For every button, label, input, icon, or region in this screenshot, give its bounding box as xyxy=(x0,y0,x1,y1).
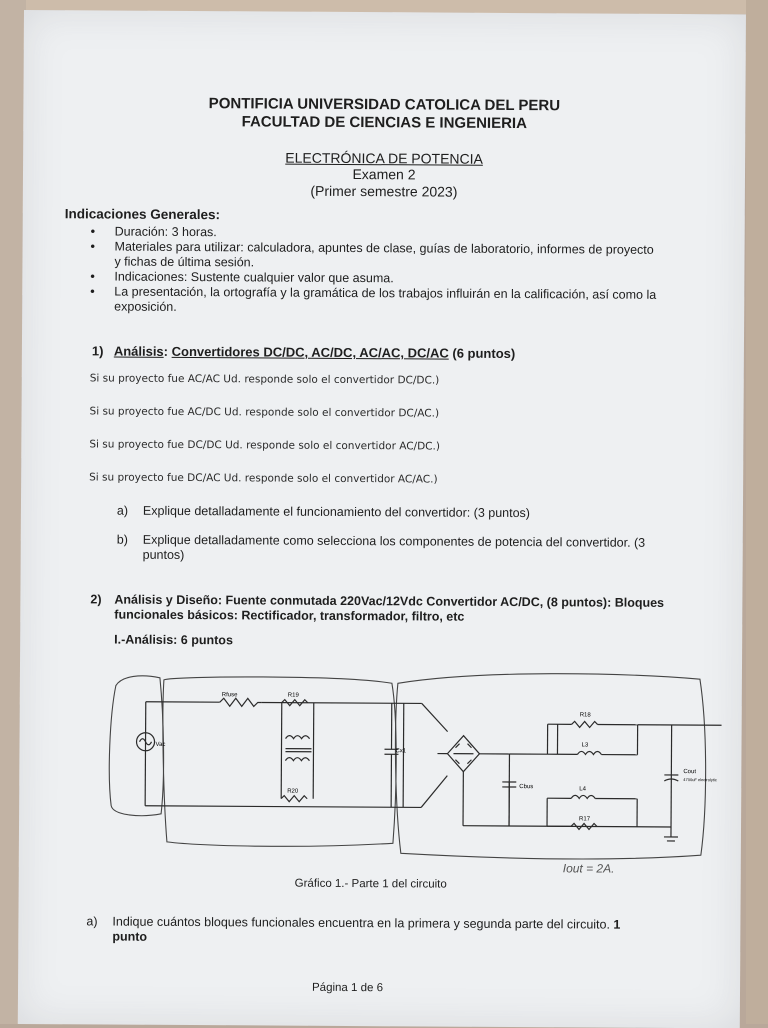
project-note: Si su proyecto fue AC/AC Ud. responde solo el convertidor DC/DC.) xyxy=(90,372,440,386)
component-label: 4700uF electrolytic xyxy=(683,777,717,782)
component-label: L3 xyxy=(581,742,588,748)
block-outline xyxy=(395,673,706,860)
question-1a-text: Explique detalladamente el funcionamiento del convertidor: (3 puntos) xyxy=(143,504,663,522)
general-heading: Indicaciones Generales: xyxy=(65,206,220,222)
question-number: 1) xyxy=(92,343,104,358)
component-label: Cx1 xyxy=(395,748,406,754)
question-2a-body: Indique cuántos bloques funcionales encuentra en la primera y segunda parte del circuito. xyxy=(112,915,610,932)
project-note: Si su proyecto fue DC/DC Ud. responde solo el convertidor AC/DC.) xyxy=(89,438,440,452)
component-label: Vac xyxy=(155,742,165,748)
exam-page xyxy=(18,10,746,1028)
item-label: a) xyxy=(117,504,128,519)
circuit-diagram xyxy=(101,655,722,879)
component-label: R19 xyxy=(288,693,300,699)
component-label: R20 xyxy=(287,789,299,795)
question-2a-text xyxy=(112,915,652,948)
list-item: • La presentación, la ortografía y la gramática de los trabajos influirán en la calificación, así como la exposición. xyxy=(88,284,662,318)
project-note: Si su proyecto fue AC/DC Ud. responde solo el convertidor DC/AC.) xyxy=(90,405,440,419)
figure-caption: Gráfico 1.- Parte 1 del circuito xyxy=(295,878,447,891)
question-1-heading xyxy=(92,343,515,361)
list-item: • Indicaciones: Sustente cualquier valor que asuma. xyxy=(88,269,662,288)
faculty-name: FACULTAD DE CIENCIAS E INGENIERIA xyxy=(23,112,745,133)
component-label: R18 xyxy=(580,712,592,718)
question-1b-text: Explique detalladamente como selecciona los componentes de potencia del convertidor. (3 puntos) xyxy=(143,533,673,566)
general-list xyxy=(88,224,663,318)
component-label: Cbus xyxy=(519,784,533,790)
question-label: Análisis xyxy=(114,344,164,359)
course-title: ELECTRÓNICA DE POTENCIA xyxy=(23,148,745,168)
component-label: Rfuse xyxy=(222,692,238,698)
page-number: Página 1 de 6 xyxy=(312,982,383,994)
component-label: Cout xyxy=(683,769,696,775)
question-colon: : xyxy=(164,344,168,359)
semester: (Primer semestre 2023) xyxy=(23,181,745,201)
exam-title: Examen 2 xyxy=(23,164,745,184)
question-number: 2) xyxy=(90,592,101,607)
bridge-rectifier xyxy=(437,736,509,772)
project-note: Si su proyecto fue DC/AC Ud. responde solo el convertidor AC/AC.) xyxy=(89,471,438,485)
item-label: a) xyxy=(86,914,97,929)
component-label: R17 xyxy=(579,816,591,822)
question-topic: Convertidores DC/DC, AC/DC, AC/AC, DC/AC xyxy=(172,344,449,361)
item-label: b) xyxy=(117,533,128,548)
list-item: • Materiales para utilizar: calculadora, apuntes de clase, guías de laboratorio, informes de proyecto y fichas de última sesión. xyxy=(88,239,662,273)
component-label: L4 xyxy=(579,786,586,792)
question-2-title: Análisis y Diseño: Fuente conmutada 220Vac/12Vdc Convertidor AC/DC, (8 puntos): Bloques funcionales básicos: Rectificador, transformador, filtro, etc xyxy=(114,593,674,626)
university-name: PONTIFICIA UNIVERSIDAD CATOLICA DEL PERU xyxy=(23,94,745,115)
question-2a-points: 1 punto xyxy=(112,918,620,944)
list-item: • Duración: 3 horas. xyxy=(89,224,663,243)
question-2-subtitle: I.-Análisis: 6 puntos xyxy=(114,633,233,649)
handwritten-note: Iout = 2A. xyxy=(563,861,615,875)
background-right xyxy=(746,0,768,1024)
question-points: (6 puntos) xyxy=(452,346,515,361)
